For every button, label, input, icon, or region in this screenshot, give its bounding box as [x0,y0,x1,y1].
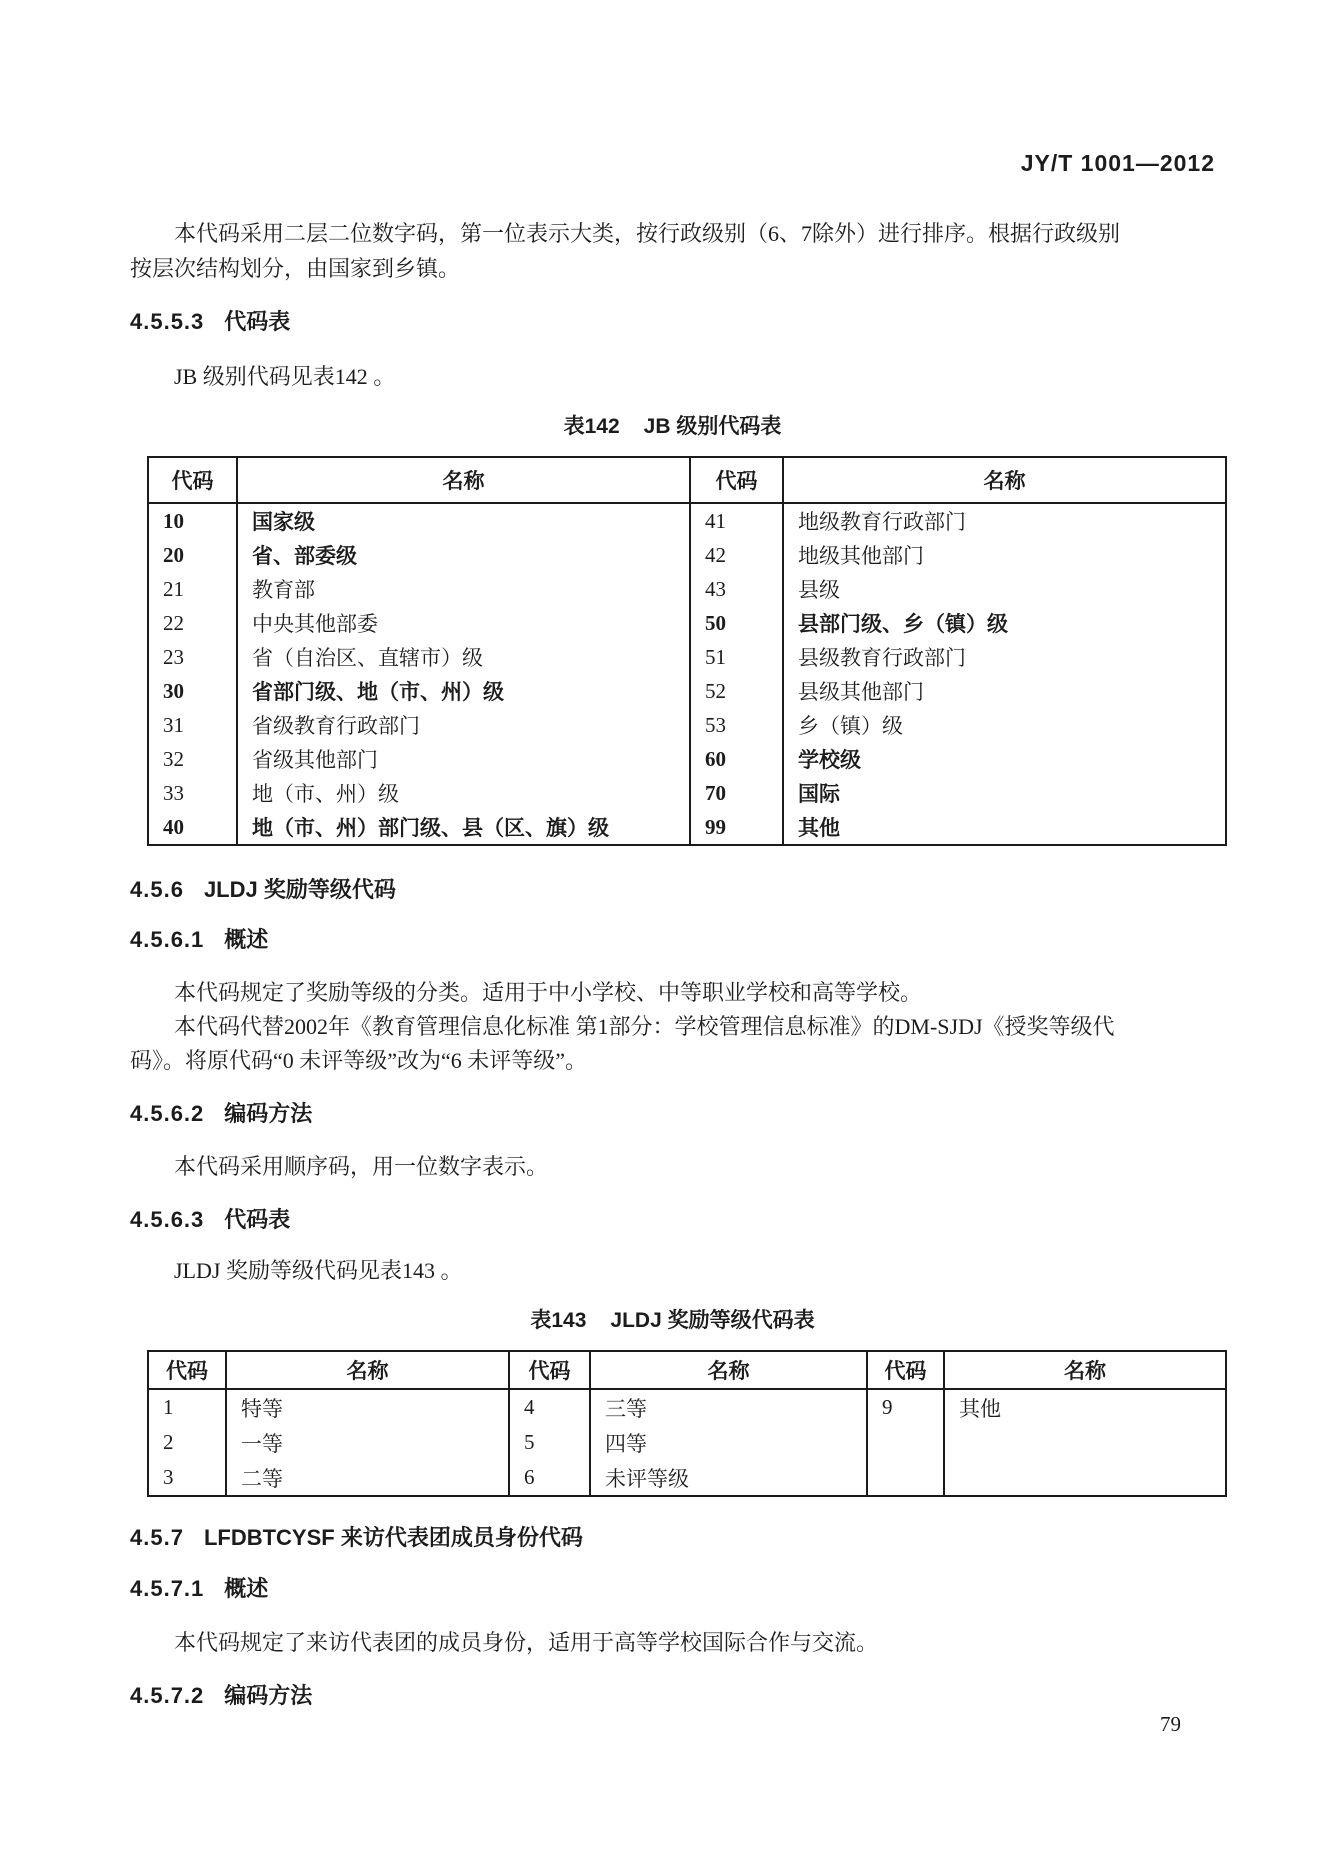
section-title: 概述 [224,1576,269,1601]
name-cell: 省、部委级 [237,538,690,572]
column-header-code: 代码 [148,1351,226,1389]
section-heading-4-5-7-2 [130,1682,1215,1710]
column-header-code: 代码 [509,1351,590,1389]
name-cell: 县级教育行政部门 [783,640,1226,674]
name-cell [944,1460,1226,1496]
table-row [148,1389,1226,1425]
code-cell: 21 [163,576,184,601]
page-number: 79 [1160,1712,1181,1736]
section-title: 编码方法 [224,1683,313,1708]
code-cell: 42 [690,538,783,572]
name-cell: 一等 [226,1425,509,1460]
section-title: 编码方法 [224,1101,313,1126]
code-cell: 10 [163,508,184,533]
table-row [148,1425,1226,1460]
code-cell: 41 [690,503,783,538]
code-cell: 9 [867,1389,944,1425]
table-row [148,1460,1226,1496]
section-heading-4-5-7-1 [130,1575,1215,1603]
code-cell: 43 [690,572,783,606]
table-row [148,776,1226,810]
name-cell: 省（自治区、直辖市）级 [237,640,690,674]
code-cell: 1 [163,1395,174,1419]
code-cell: 50 [690,606,783,640]
paragraph-line: 本代码规定了奖励等级的分类。适用于中小学校、中等职业学校和高等学校。 [174,980,923,1005]
name-cell: 国家级 [237,503,690,538]
name-cell: 特等 [226,1389,509,1425]
name-cell: 地（市、州）级 [237,776,690,810]
section-title: 概述 [224,927,269,952]
column-header-name: 名称 [783,457,1226,503]
name-cell [944,1425,1226,1460]
name-cell: 教育部 [237,572,690,606]
code-cell: 30 [163,678,184,703]
code-cell: 70 [690,776,783,810]
section-heading-4-5-6-2 [130,1100,1215,1128]
code-cell: 53 [690,708,783,742]
table-142-jb-level-codes [147,456,1227,846]
table-row [148,640,1226,674]
column-header-code: 代码 [148,457,237,503]
section-heading-4-5-6 [130,876,1215,904]
code-cell: 3 [163,1465,174,1489]
section-heading-4-5-6-3 [130,1206,1215,1234]
code-cell: 52 [690,674,783,708]
column-header-name: 名称 [237,457,690,503]
section-number: 4.5.6 [130,877,184,902]
code-cell: 22 [163,610,184,635]
table-row [148,606,1226,640]
overview-paragraph-4-5-7: 本代码规定了来访代表团的成员身份，适用于高等学校国际合作与交流。 [174,1630,879,1655]
code-cell [867,1460,944,1496]
standard-code-header: JY/T 1001—2012 [1020,150,1215,176]
section-title: 代码表 [224,309,291,334]
name-cell: 未评等级 [590,1460,867,1496]
code-cell: 20 [163,542,184,567]
name-cell: 县级 [783,572,1226,606]
section-number: 4.5.7 [130,1525,184,1550]
section-heading-4-5-6-1 [130,926,1215,954]
encoding-method-paragraph: 本代码采用顺序码，用一位数字表示。 [174,1154,549,1179]
code-cell: 33 [163,780,184,805]
table-142-caption [130,412,1215,442]
table-142-reference-note: JB 级别代码见表142 。 [174,364,396,389]
name-cell: 地级教育行政部门 [783,503,1226,538]
table-row [148,538,1226,572]
code-cell: 60 [690,742,783,776]
name-cell: 国际 [783,776,1226,810]
paragraph-line: 本代码代替2002年《教育管理信息化标准 第1部分：学校管理信息标准》的DM-SJDJ《授奖等级代 [174,1014,1115,1039]
column-header-code: 代码 [867,1351,944,1389]
table-row [148,742,1226,776]
table-caption-label: 表143 [530,1309,587,1332]
table-143-reference-note: JLDJ 奖励等级代码见表143 。 [174,1258,463,1283]
name-cell: 省级教育行政部门 [237,708,690,742]
table-143-jldj-award-grade-codes [147,1350,1227,1497]
table-caption-label: 表142 [563,415,620,438]
table-caption-title: JLDJ 奖励等级代码表 [610,1309,815,1332]
name-cell: 二等 [226,1460,509,1496]
code-cell: 40 [163,814,184,839]
name-cell: 县部门级、乡（镇）级 [783,606,1226,640]
table-row [148,674,1226,708]
name-cell: 其他 [944,1389,1226,1425]
code-cell: 51 [690,640,783,674]
table-143-caption [130,1306,1215,1336]
code-cell: 31 [163,712,184,737]
name-cell: 县级其他部门 [783,674,1226,708]
section-number: 4.5.6.2 [130,1101,205,1126]
paragraph-line: 码》。将原代码“0 未评等级”改为“6 未评等级”。 [130,1048,588,1073]
name-cell: 四等 [590,1425,867,1460]
table-header-row [148,457,1226,503]
column-header-name: 名称 [226,1351,509,1389]
section-number: 4.5.5.3 [130,309,205,334]
section-number: 4.5.6.3 [130,1207,205,1232]
name-cell: 省级其他部门 [237,742,690,776]
code-cell [867,1425,944,1460]
code-cell: 32 [163,746,184,771]
code-cell: 99 [690,810,783,845]
name-cell: 省部门级、地（市、州）级 [237,674,690,708]
column-header-name: 名称 [590,1351,867,1389]
section-title: LFDBTCYSF 来访代表团成员身份代码 [203,1525,583,1550]
code-cell: 4 [509,1389,590,1425]
code-cell: 23 [163,644,184,669]
table-row [148,708,1226,742]
name-cell: 其他 [783,810,1226,845]
paragraph-line: 本代码采用二层二位数字码，第一位表示大类，按行政级别（6、7除外）进行排序。根据行政级别 [174,221,1121,246]
section-number: 4.5.7.2 [130,1683,205,1708]
section-heading-4-5-7 [130,1524,1215,1552]
section-number: 4.5.6.1 [130,927,205,952]
table-row [148,810,1226,845]
table-row [148,572,1226,606]
table-caption-title: JB 级别代码表 [643,415,782,438]
column-header-code: 代码 [690,457,783,503]
section-title: 代码表 [224,1207,291,1232]
code-cell: 5 [509,1425,590,1460]
section-heading-4-5-5-3 [130,308,1215,336]
column-header-name: 名称 [944,1351,1226,1389]
name-cell: 学校级 [783,742,1226,776]
table-row [148,503,1226,538]
overview-paragraphs [130,976,1215,1078]
table-header-row [148,1351,1226,1389]
name-cell: 三等 [590,1389,867,1425]
section-number: 4.5.7.1 [130,1576,205,1601]
code-cell: 2 [163,1430,174,1454]
name-cell: 地级其他部门 [783,538,1226,572]
name-cell: 乡（镇）级 [783,708,1226,742]
section-title: JLDJ 奖励等级代码 [203,877,396,902]
name-cell: 中央其他部委 [237,606,690,640]
code-cell: 6 [509,1460,590,1496]
paragraph-line: 按层次结构划分，由国家到乡镇。 [130,256,461,281]
name-cell: 地（市、州）部门级、县（区、旗）级 [237,810,690,845]
intro-paragraph [130,216,1215,286]
